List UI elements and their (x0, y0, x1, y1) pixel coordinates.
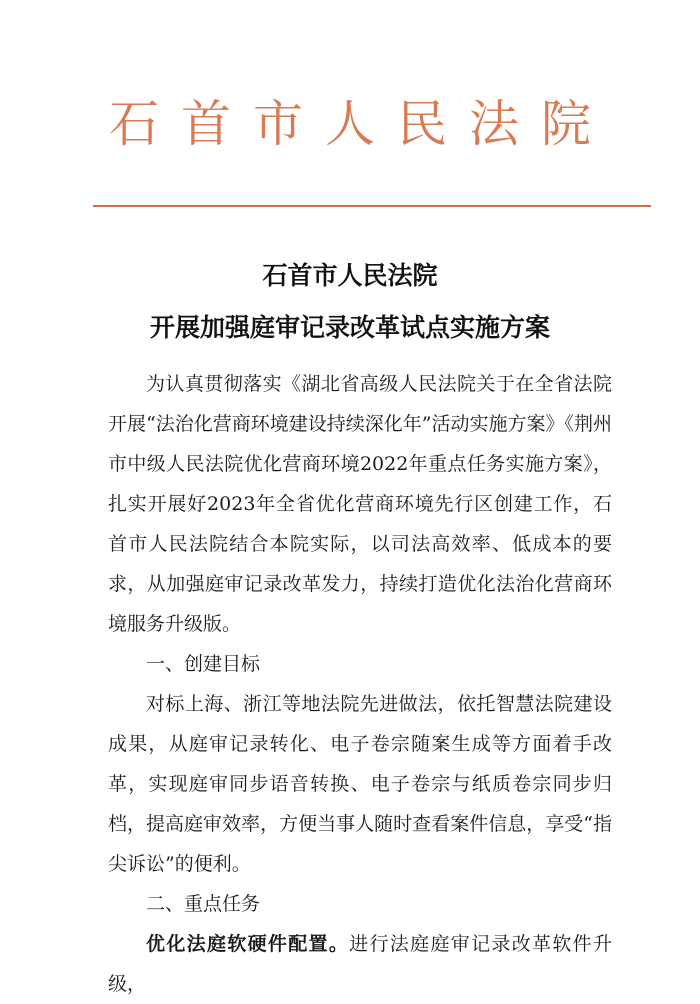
intro-paragraph: 为认真贯彻落实《湖北省高级人民法院关于在全省法院开展“法治化营商环境建设持续深化年”活动实施方案》《荆州市中级人民法院优化营商环境2022年重点任务实施方案》，扎实开展好2023年全省优化营商环境先行区创建工作，石首市人民法院结合本院实际，以司法高效率、低成本的要求，从加强庭审记录改革发力，持续打造优化法治化营商环境服务升级版。 (108, 373, 612, 635)
section1-paragraph: 对标上海、浙江等地法院先进做法，依托智慧法院建设成果，从庭审记录转化、电子卷宗随案生成等方面着手改革，实现庭审同步语音转换、电子卷宗与纸质卷宗同步归档，提高庭审效率，方便当事人随时查看案件信息，享受“指尖诉讼”的便利。 (108, 693, 612, 875)
section2-text: 进行法庭庭审记录改革软件升级， (108, 933, 612, 995)
document-title-line1: 石首市人民法院 (262, 261, 438, 290)
section1-heading: 一、创建目标 (146, 653, 261, 675)
section2-lead: 优化法庭软硬件配置。 (146, 933, 350, 955)
letterhead-court-name: 石首市人民法院 (109, 95, 613, 153)
document-title-line2: 开展加强庭审记录改革试点实施方案 (149, 313, 550, 342)
section2-paragraph (108, 924, 612, 1004)
letterhead-divider (93, 205, 651, 207)
section2-heading: 二、重点任务 (146, 893, 261, 915)
document-body (108, 364, 612, 1004)
